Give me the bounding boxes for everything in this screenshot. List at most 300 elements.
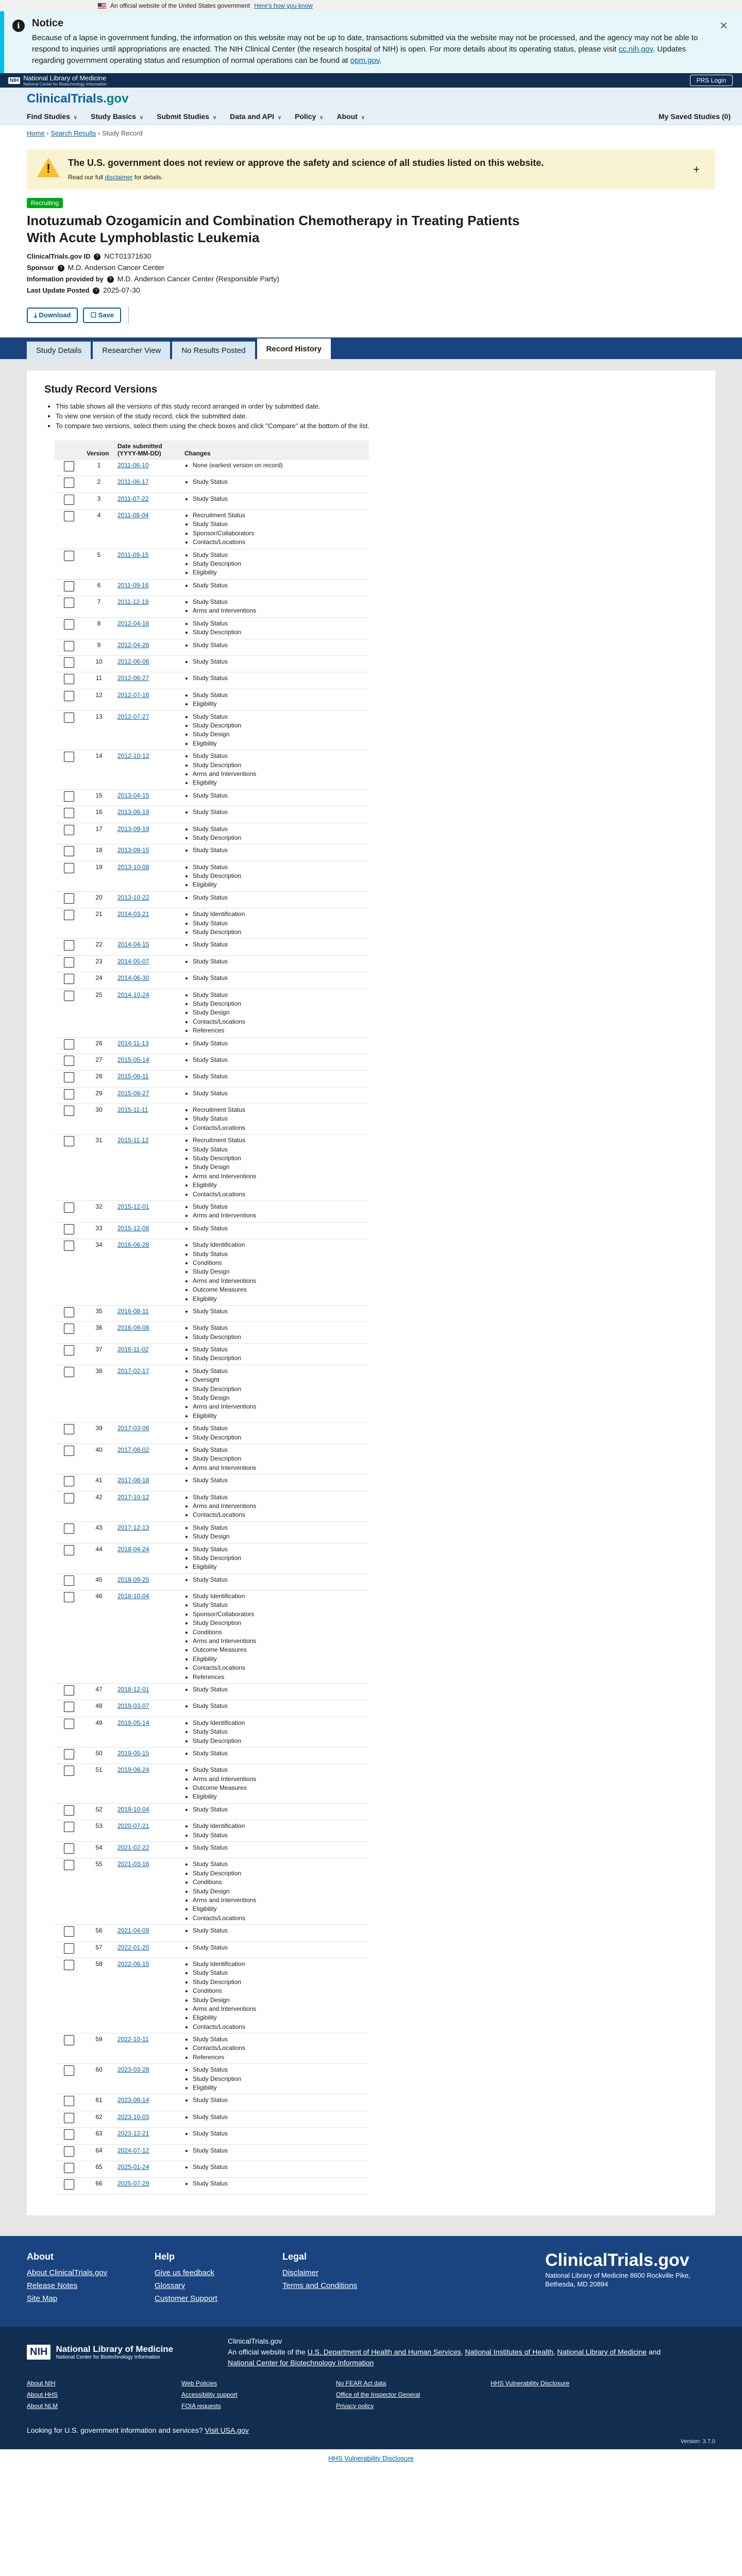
compare-checkbox[interactable] <box>64 1424 74 1434</box>
version-date-link[interactable]: 2025-07-29 <box>117 2180 149 2188</box>
changes-list: • Study Status <box>193 581 366 590</box>
nih-footer-logo[interactable]: NIH National Library of Medicine National Center for Biotechnology Information <box>27 2336 202 2368</box>
version-date-link[interactable]: 2019-05-14 <box>117 1719 149 1726</box>
version-date-link[interactable]: 2015-05-14 <box>117 1056 149 1063</box>
changes-list: • Study Status <box>193 893 366 902</box>
table-row <box>55 1134 369 1201</box>
compare-checkbox[interactable] <box>64 495 74 505</box>
footer-link[interactable]: About HHS <box>27 2391 58 2398</box>
version-date-link[interactable]: 2017-02-17 <box>117 1367 149 1375</box>
close-icon[interactable]: × <box>719 18 728 33</box>
compare-checkbox[interactable] <box>64 1493 74 1503</box>
table-row <box>55 891 369 908</box>
changes-list: • Study Status • Arms and Interventions • Outcome Measures • Eligibility <box>193 1766 366 1802</box>
download-button[interactable]: ⤓ Download <box>27 308 78 323</box>
tab-study-details[interactable]: Study Details <box>27 342 91 359</box>
footer-address: ClinicalTrials.gov National Library of Medicine 8600 Rockville Pike, Bethesda, MD 20894 <box>545 2251 715 2307</box>
version-number: 12 <box>83 689 114 710</box>
version-date-link[interactable]: 2022-01-20 <box>117 1943 149 1951</box>
bookmark-icon: ☐ <box>90 311 98 319</box>
version-number: 26 <box>83 1037 114 1054</box>
compare-checkbox[interactable] <box>64 1476 74 1486</box>
footer-link[interactable]: Give us feedback <box>155 2268 214 2277</box>
version-date-link[interactable]: 2016-09-08 <box>117 1324 149 1332</box>
study-meta <box>27 252 715 294</box>
version-number: 29 <box>83 1087 114 1104</box>
footer-link[interactable]: FOIA requests <box>181 2402 221 2410</box>
nav-data-api[interactable]: Data and API ∨ <box>230 112 281 121</box>
cc-nih-link[interactable]: cc.nih.gov <box>618 44 653 54</box>
compare-checkbox[interactable] <box>64 910 74 920</box>
footer-link[interactable]: Release Notes <box>27 2281 78 2290</box>
compare-checkbox[interactable] <box>64 1960 74 1970</box>
compare-checkbox[interactable] <box>64 1685 74 1696</box>
version-date-link[interactable]: 2011-06-17 <box>117 478 149 486</box>
version-number: 51 <box>83 1764 114 1804</box>
nlm-link[interactable]: National Library of Medicine <box>557 2347 647 2356</box>
version-date-link[interactable]: 2014-11-13 <box>117 1039 149 1047</box>
compare-checkbox[interactable] <box>64 1307 74 1317</box>
nih-logo-icon: NIH <box>27 2345 50 2360</box>
table-row <box>55 1305 369 1321</box>
compare-checkbox[interactable] <box>64 1224 74 1234</box>
site-logo[interactable]: ClinicalTrials.gov <box>27 92 129 106</box>
nav-policy[interactable]: Policy ∨ <box>295 112 323 121</box>
table-row <box>55 1201 369 1223</box>
version-date-link[interactable]: 2014-10-24 <box>117 991 149 998</box>
compare-checkbox[interactable] <box>64 713 74 723</box>
changes-list: • Study Status • Arms and Interventions • Contacts/Locations <box>193 1493 366 1520</box>
usa-gov-link[interactable]: Visit USA.gov <box>205 2426 249 2434</box>
compare-checkbox[interactable] <box>64 808 74 818</box>
version-date-link[interactable]: 2014-04-15 <box>117 941 149 948</box>
compare-checkbox[interactable] <box>64 691 74 701</box>
version-date-link[interactable]: 2015-06-11 <box>117 1073 149 1080</box>
table-row <box>55 459 369 476</box>
notice-text: Because of a lapse in government funding, the information on this website may not be up to date, transactions submitted via the website may not be processed, and the agency may not be able to respond to inquiries until appropriations are enacted. The NIH Clinical Center (the research hospital of NIH) is open. For more details about its operating status, please visit cc.nih.gov. Updates regarding government operating status and resumption of normal operations can be found at opm.gov. <box>32 33 698 65</box>
hhs-link[interactable]: U.S. Department of Health and Human Services <box>307 2347 461 2356</box>
footer-link[interactable]: Web Policies <box>181 2379 217 2387</box>
version-number: 55 <box>83 1858 114 1925</box>
compare-checkbox[interactable] <box>64 752 74 762</box>
version-date-link[interactable]: 2012-07-27 <box>117 713 149 720</box>
version-date-link[interactable]: 2012-06-06 <box>117 658 149 666</box>
compare-checkbox[interactable] <box>64 2179 74 2190</box>
version-date-link[interactable]: 2023-03-28 <box>117 2066 149 2074</box>
footer-link[interactable]: No FEAR Act data <box>336 2379 386 2387</box>
table-row <box>55 844 369 861</box>
version-date-link[interactable]: 2021-02-22 <box>117 1844 149 1852</box>
table-row <box>55 476 369 493</box>
version-number: 57 <box>83 1941 114 1958</box>
compare-checkbox[interactable] <box>64 461 74 471</box>
version-date-link[interactable]: 2014-03-21 <box>117 910 149 918</box>
changes-list: • Study Status <box>193 1072 366 1081</box>
table-row <box>55 939 369 955</box>
versions-table <box>55 440 369 2195</box>
tab-researcher-view[interactable]: Researcher View <box>93 342 170 359</box>
version-date-link[interactable]: 2011-09-15 <box>117 551 149 558</box>
compare-checkbox[interactable] <box>64 1749 74 1759</box>
compare-checkbox[interactable] <box>64 641 74 651</box>
footer-link[interactable]: Glossary <box>155 2281 185 2290</box>
version-date-link[interactable]: 2012-04-26 <box>117 641 149 649</box>
version-date-link[interactable]: 2014-05-07 <box>117 957 149 965</box>
tab-results[interactable]: No Results Posted <box>172 342 255 359</box>
compare-checkbox[interactable] <box>64 478 74 488</box>
version-date-link[interactable]: 2012-04-16 <box>117 619 149 627</box>
compare-checkbox[interactable] <box>64 1545 74 1555</box>
vuln-bar <box>0 2449 742 2467</box>
changes-list: • Study Identification • Study Status • Study Description <box>193 910 366 937</box>
footer-link[interactable]: Office of the Inspector General <box>336 2391 420 2398</box>
changes-list: • Study Status <box>193 1575 366 1584</box>
version-date-link[interactable]: 2012-06-27 <box>117 674 149 682</box>
help-icon[interactable]: ? <box>94 253 100 260</box>
version-date-link[interactable]: 2013-09-15 <box>117 846 149 854</box>
changes-list: • Study Status <box>193 808 366 817</box>
version-number: 41 <box>83 1475 114 1491</box>
changes-list: • Study Status <box>193 2179 366 2188</box>
footer-link[interactable]: Disclaimer <box>282 2268 319 2277</box>
breadcrumb-home[interactable]: Home <box>27 129 45 138</box>
version-number: 61 <box>83 2094 114 2111</box>
compare-checkbox[interactable] <box>64 1926 74 1937</box>
changes-list: • Study Status <box>193 974 366 982</box>
changes-list: • Study Status • Study Design <box>193 1523 366 1541</box>
version-date-link[interactable]: 2015-11-12 <box>117 1137 149 1144</box>
footer-link[interactable]: Accessibility support <box>181 2391 238 2398</box>
version-number: 31 <box>83 1134 114 1201</box>
compare-checkbox[interactable] <box>64 1592 74 1602</box>
table-row <box>55 908 369 939</box>
compare-checkbox[interactable] <box>64 1089 74 1099</box>
heres-how-link[interactable]: Here's how you know <box>254 2 313 9</box>
version-date-link[interactable]: 2017-10-12 <box>117 1493 149 1501</box>
compare-checkbox[interactable] <box>64 1943 74 1954</box>
version-date-link[interactable]: 2015-08-27 <box>117 1089 149 1097</box>
gov-banner-text: An official website of the United States government <box>110 2 250 9</box>
version-date-link[interactable]: 2019-03-07 <box>117 1702 149 1710</box>
vuln-link[interactable]: HHS Vulnerability Disclosure <box>328 2454 414 2462</box>
version-date-link[interactable]: 2014-06-30 <box>117 974 149 982</box>
update-label: Last Update Posted <box>27 286 90 295</box>
version-date-link[interactable]: 2013-10-08 <box>117 863 149 871</box>
compare-checkbox[interactable] <box>64 1136 74 1146</box>
sponsor-label: Sponsor <box>27 264 54 272</box>
version-date-link[interactable]: 2016-06-28 <box>117 1241 149 1249</box>
version-number: 3 <box>83 493 114 509</box>
changes-list: • Study Status • Study Description <box>193 825 366 843</box>
table-row <box>55 1071 369 1087</box>
changes-list: • Study Status <box>193 1749 366 1758</box>
compare-checkbox[interactable] <box>64 1766 74 1776</box>
help-icon[interactable]: ? <box>93 287 99 294</box>
changes-list: • Study Status <box>193 1224 366 1233</box>
changes-list: • Study Status • Study Description • Arms and Interventions • Eligibility <box>193 752 366 788</box>
compare-checkbox[interactable] <box>64 1345 74 1355</box>
compare-checkbox[interactable] <box>64 974 74 984</box>
version-number: 6 <box>83 579 114 596</box>
version-number: 1 <box>83 459 114 476</box>
compare-checkbox[interactable] <box>64 1719 74 1729</box>
version-date-link[interactable]: 2015-12-08 <box>117 1224 149 1232</box>
table-row <box>55 1521 369 1543</box>
footer-link[interactable]: Privacy policy <box>336 2402 374 2410</box>
changes-list: • Study Status • Arms and Interventions <box>193 598 366 616</box>
version-date-link[interactable]: 2016-11-02 <box>117 1346 149 1353</box>
version-date-link[interactable]: 2018-12-01 <box>117 1685 149 1693</box>
version-number: 45 <box>83 1573 114 1590</box>
table-row <box>55 1941 369 1958</box>
table-row <box>55 2111 369 2127</box>
breadcrumb-search[interactable]: Search Results <box>50 129 96 138</box>
version-number: 40 <box>83 1444 114 1474</box>
changes-list: • Study Status • Study Description <box>193 1345 366 1363</box>
version-number: 49 <box>83 1717 114 1747</box>
nav-submit-studies[interactable]: Submit Studies ∨ <box>157 112 216 121</box>
disclaimer-alert <box>27 149 715 190</box>
compare-checkbox[interactable] <box>64 846 74 856</box>
compare-checkbox[interactable] <box>64 2163 74 2173</box>
changes-list: • Study Status • Oversight • Study Description • Study Design • Arms and Interventions • Eligibility <box>193 1367 366 1420</box>
version-date-link[interactable]: 2012-10-12 <box>117 752 149 760</box>
nav-find-studies[interactable]: Find Studies ∨ <box>27 112 77 121</box>
footer-logo[interactable]: ClinicalTrials.gov <box>545 2250 689 2270</box>
version-number: 13 <box>83 710 114 750</box>
compare-checkbox[interactable] <box>64 1822 74 1832</box>
version-date-link[interactable]: 2013-09-19 <box>117 825 149 833</box>
saved-studies-link[interactable]: My Saved Studies (0) <box>658 112 731 121</box>
nav-study-basics[interactable]: Study Basics ∨ <box>91 112 143 121</box>
table-row <box>55 2033 369 2064</box>
version-date-link[interactable]: 2023-12-21 <box>117 2130 149 2138</box>
changes-list: • Study Status <box>193 2113 366 2122</box>
compare-checkbox[interactable] <box>64 863 74 873</box>
table-row <box>55 672 369 689</box>
version-number: 35 <box>83 1305 114 1321</box>
version-date-link[interactable]: 2012-07-16 <box>117 691 149 699</box>
footer-link[interactable]: Terms and Conditions <box>282 2281 358 2290</box>
table-row <box>55 2094 369 2111</box>
version-date-link[interactable]: 2023-08-14 <box>117 2096 149 2104</box>
help-icon[interactable]: ? <box>58 265 64 272</box>
footer-link[interactable]: About NIH <box>27 2379 56 2387</box>
changes-list: • Study Status • Study Description <box>193 1424 366 1442</box>
version-date-link[interactable]: 2015-11-11 <box>117 1106 148 1114</box>
compare-checkbox[interactable] <box>64 2096 74 2106</box>
version-number: 46 <box>83 1590 114 1684</box>
version-date-link[interactable]: 2018-10-04 <box>117 1592 149 1600</box>
disclaimer-link[interactable]: disclaimer <box>105 174 133 181</box>
compare-checkbox[interactable] <box>64 1860 74 1870</box>
footer-link[interactable]: About NLM <box>27 2402 58 2410</box>
changes-list: • Study Status <box>193 657 366 666</box>
footer-link[interactable]: Customer Support <box>155 2294 217 2303</box>
compare-checkbox[interactable] <box>64 1039 74 1049</box>
compare-checkbox[interactable] <box>64 1241 74 1251</box>
version-date-link[interactable]: 2017-08-02 <box>117 1446 149 1453</box>
version-date-link[interactable]: 2022-06-15 <box>117 1960 149 1968</box>
compare-checkbox[interactable] <box>64 825 74 835</box>
version-number: 8 <box>83 617 114 639</box>
compare-checkbox[interactable] <box>64 2146 74 2157</box>
table-row <box>55 1037 369 1054</box>
version-date-link[interactable]: 2024-07-12 <box>117 2146 149 2154</box>
version-date-link[interactable]: 2011-07-22 <box>117 495 149 502</box>
version-number: 18 <box>83 844 114 861</box>
changes-list: • Study Status <box>193 495 366 503</box>
compare-checkbox[interactable] <box>64 1202 74 1213</box>
version-number: 11 <box>83 672 114 689</box>
nlm-logo[interactable] <box>8 74 107 87</box>
table-row <box>55 1700 369 1717</box>
compare-checkbox[interactable] <box>64 940 74 951</box>
compare-checkbox[interactable] <box>64 598 74 608</box>
help-icon[interactable]: ? <box>107 276 114 283</box>
compare-checkbox[interactable] <box>64 551 74 561</box>
study-title: Inotuzumab Ozogamicin and Combination Chemotherapy in Treating Patients With Acute Lymphoblastic Leukemia <box>27 213 520 245</box>
version-number: 23 <box>83 955 114 972</box>
compare-checkbox[interactable] <box>64 1072 74 1082</box>
version-number: 42 <box>83 1491 114 1521</box>
version-number: 20 <box>83 891 114 908</box>
version-date-link[interactable]: 2021-03-16 <box>117 1860 149 1868</box>
version-date-link[interactable]: 2011-06-10 <box>117 461 149 469</box>
version-date-link[interactable]: 2018-04-24 <box>117 1545 149 1553</box>
changes-list: • Study Identification • Study Status • Sponsor/Collaborators • Study Description • Conditions • Arms and Interventions • Outcome Measures • Eligibility • Contacts/Locations • References <box>193 1592 366 1682</box>
table-row <box>55 1222 369 1239</box>
version-date-link[interactable]: 2015-12-01 <box>117 1203 149 1210</box>
version-date-link[interactable]: 2018-09-25 <box>117 1575 149 1583</box>
compare-checkbox[interactable] <box>64 674 74 684</box>
table-row <box>55 1239 369 1306</box>
compare-checkbox[interactable] <box>64 657 74 668</box>
changes-list: • Study Status <box>193 2163 366 2172</box>
compare-checkbox[interactable] <box>64 1805 74 1816</box>
version-date-link[interactable]: 2017-03-06 <box>117 1425 149 1432</box>
changes-list: • Study Status • Study Description <box>193 619 366 637</box>
changes-list: • Study Status <box>193 957 366 966</box>
version-date-link[interactable]: 2020-07-21 <box>117 1822 149 1830</box>
footer-link[interactable]: HHS Vulnerability Disclosure <box>491 2379 569 2387</box>
version-number: 17 <box>83 823 114 844</box>
nav-about[interactable]: About ∨ <box>336 112 365 121</box>
version-date-link[interactable]: 2025-01-24 <box>117 2163 149 2171</box>
changes-list: • Study Status • Study Description • Eligibility <box>193 863 366 890</box>
version-date-link[interactable]: 2013-06-19 <box>117 808 149 816</box>
footer-col-help: Help Give us feedback Glossary Customer Support <box>155 2251 282 2307</box>
version-number: 58 <box>83 1958 114 2033</box>
changes-list: • Study Status • Study Description • Eligibility <box>193 2065 366 2092</box>
compare-checkbox[interactable] <box>64 1843 74 1854</box>
compare-checkbox[interactable] <box>64 2113 74 2123</box>
compare-checkbox[interactable] <box>64 991 74 1001</box>
compare-checkbox[interactable] <box>64 893 74 904</box>
version-date-link[interactable]: 2016-08-11 <box>117 1307 149 1315</box>
version-number: 62 <box>83 2111 114 2127</box>
save-button[interactable]: ☐ Save <box>83 308 121 323</box>
changes-list: • Study Status • Study Description • Eligibility <box>193 551 366 578</box>
table-row <box>55 1344 369 1365</box>
table-row <box>55 1842 369 1858</box>
table-row <box>55 2178 369 2194</box>
ncbi-link[interactable]: National Center for Biotechnology Information <box>228 2358 374 2367</box>
compare-checkbox[interactable] <box>64 1523 74 1534</box>
version-date-link[interactable]: 2017-08-18 <box>117 1477 149 1484</box>
compare-checkbox[interactable] <box>64 1056 74 1066</box>
footer-link[interactable]: About ClinicalTrials.gov <box>27 2268 108 2277</box>
opm-link[interactable]: opm.gov <box>350 56 380 65</box>
footer <box>0 2236 742 2327</box>
table-row <box>55 1104 369 1134</box>
compare-checkbox[interactable] <box>64 511 74 521</box>
changes-list: • Study Status <box>193 2096 366 2105</box>
version-date-link[interactable]: 2013-10-22 <box>117 893 149 901</box>
version-date-link[interactable]: 2019-08-24 <box>117 1766 149 1774</box>
compare-checkbox[interactable] <box>64 1367 74 1377</box>
disclaimer-title: The U.S. government does not review or approve the safety and science of all studies listed on this website. <box>68 158 544 168</box>
changes-list: • Study Status <box>193 846 366 855</box>
compare-checkbox[interactable] <box>64 791 74 802</box>
compare-checkbox[interactable] <box>64 1446 74 1456</box>
version-number: 54 <box>83 1842 114 1858</box>
compare-checkbox[interactable] <box>64 2129 74 2140</box>
compare-checkbox[interactable] <box>64 1702 74 1712</box>
prs-login-button[interactable]: PRS Login <box>690 75 733 86</box>
changes-list: • Study Status <box>193 1943 366 1952</box>
changes-list: • Study Status <box>193 641 366 650</box>
version-number: 52 <box>83 1803 114 1820</box>
version-date-link[interactable]: 2017-12-13 <box>117 1523 149 1531</box>
compare-checkbox[interactable] <box>64 2065 74 2076</box>
expand-icon[interactable]: + <box>693 163 700 176</box>
version-date-link[interactable]: 2013-04-15 <box>117 791 149 799</box>
info-value: M.D. Anderson Cancer Center (Responsible Party) <box>117 275 279 283</box>
nih-link[interactable]: National Institutes of Health <box>465 2347 553 2356</box>
table-row <box>55 2144 369 2161</box>
changes-list: • Study Status <box>193 2129 366 2138</box>
changes-list: • Study Status <box>193 1805 366 1814</box>
compare-checkbox[interactable] <box>64 619 74 630</box>
version-date-link[interactable]: 2011-08-04 <box>117 511 149 519</box>
version-number: 65 <box>83 2161 114 2177</box>
table-row <box>55 1444 369 1474</box>
version-date-link[interactable]: 2021-04-09 <box>117 1927 149 1935</box>
changes-list: • Study Identification • Study Status <box>193 1822 366 1840</box>
version-date-link[interactable]: 2019-10-04 <box>117 1805 149 1813</box>
version-number: 53 <box>83 1820 114 1842</box>
footer-link[interactable]: Site Map <box>27 2294 58 2303</box>
table-row <box>55 689 369 710</box>
compare-checkbox[interactable] <box>64 1575 74 1586</box>
col-version: Version <box>83 440 114 460</box>
nih-logo-icon: NIH <box>8 77 20 84</box>
version-number: 59 <box>83 2033 114 2064</box>
table-row <box>55 1925 369 1941</box>
version-date-link[interactable]: 2011-09-16 <box>117 581 149 589</box>
version-date-link[interactable]: 2022-10-11 <box>117 2036 149 2043</box>
compare-checkbox[interactable] <box>64 1106 74 1116</box>
compare-checkbox[interactable] <box>64 957 74 968</box>
tab-record-history[interactable]: Record History <box>257 338 331 359</box>
version-date-link[interactable]: 2011-12-19 <box>117 598 149 606</box>
compare-checkbox[interactable] <box>64 1324 74 1334</box>
version-date-link[interactable]: 2019-05-15 <box>117 1749 149 1757</box>
compare-checkbox[interactable] <box>64 2035 74 2045</box>
compare-checkbox[interactable] <box>64 581 74 591</box>
version-date-link[interactable]: 2023-10-03 <box>117 2113 149 2121</box>
